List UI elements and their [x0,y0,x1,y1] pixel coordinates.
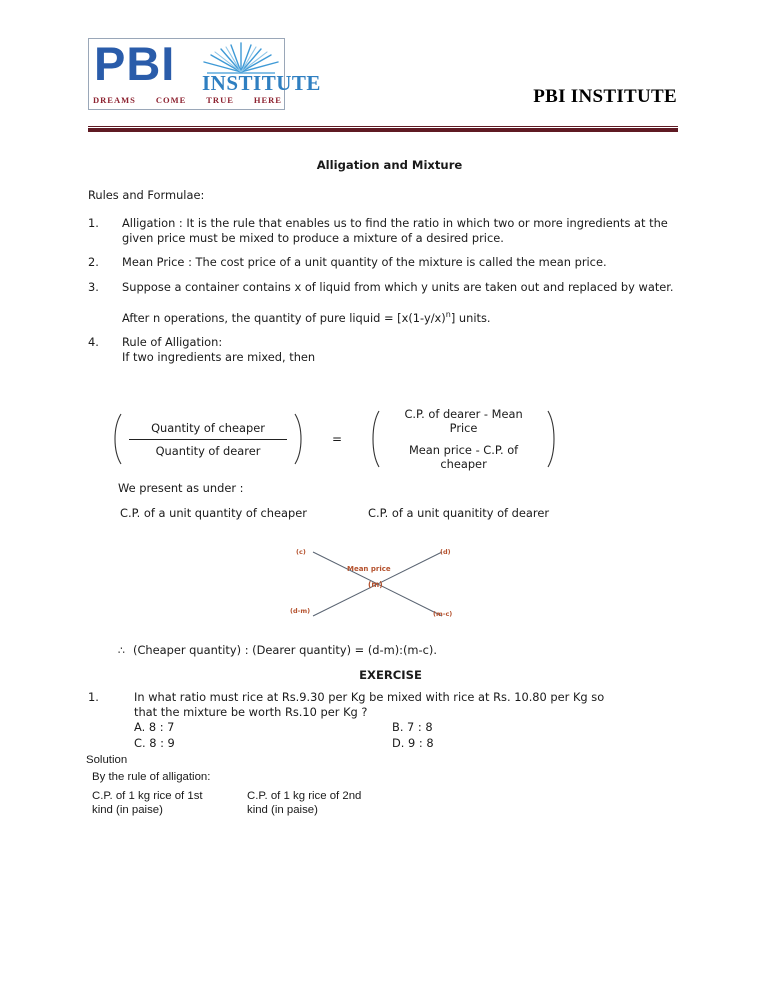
diagram-label-mean-price: Mean price [347,565,391,573]
rule-text: Rule of Alligation: [122,335,223,350]
answer-options [88,720,688,750]
logo-institute-text: INSTITUTE [202,71,321,95]
solution-columns [92,789,402,818]
right-paren-close-icon [546,410,559,468]
option-b[interactable]: B. 7 : 8 [392,720,433,734]
tagline-word-3: TRUE [206,95,234,105]
left-paren-open-icon [110,413,123,465]
rule-number: 2. [88,255,99,269]
page-title: Alligation and Mixture [316,158,463,172]
rule-item-2 [88,255,688,270]
rule-3-formula [88,308,688,325]
diagram-label-m-minus-c: (m-c) [433,610,453,618]
formula-prefix: After n operations, the quantity of pure liquid = [x(1-y/x) [122,310,446,325]
question-line-2: that the mixture be worth Rs.10 per Kg ? [134,704,368,719]
question-number: 1. [88,690,99,704]
option-row-2 [134,736,688,751]
formula-right-group [368,407,559,471]
fraction-bar [129,439,287,440]
column-2-line-2: kind (in paise) [247,804,318,816]
tagline-word-1: DREAMS [93,95,136,105]
cp-cheaper-label: C.P. of a unit quantity of cheaper [120,506,307,520]
rule-number: 4. [88,335,99,350]
formula-left-group [110,413,306,465]
solution-body [92,770,402,818]
rule-item-1 [88,216,688,245]
rule-text-secondary: If two ingredients are mixed, then [122,349,316,364]
solution-column-1 [92,789,247,818]
pbi-logo [88,37,321,110]
column-1-line-1: C.P. of 1 kg rice of 1st [92,789,203,802]
rule-number: 3. [88,279,99,294]
present-as-under-text: We present as under : [118,481,244,495]
rules-list [88,216,688,374]
therefore-icon: ∴ [118,644,125,657]
header-title: PBI INSTITUTE [533,86,677,107]
rules-label: Rules and Formulae: [88,188,205,202]
logo-tagline [93,95,282,105]
option-d[interactable]: D. 9 : 8 [392,735,434,750]
cp-dearer-label: C.P. of a unit quanitity of dearer [368,506,550,520]
option-a[interactable]: A. 8 : 7 [134,720,175,734]
left-denominator: Quantity of dearer [155,443,261,458]
right-fraction [381,407,546,471]
option-c[interactable]: C. 8 : 9 [134,735,175,750]
logo-brand-text: PBI [94,37,176,90]
diagram-label-m: (m) [368,580,383,589]
column-1-line-2: kind (in paise) [92,804,163,816]
page-header [0,0,765,140]
column-2-line-1: C.P. of 1 kg rice of 2nd [247,789,362,802]
conclusion-text: (Cheaper quantity) : (Dearer quantity) = (d-m):(m-c). [133,643,437,657]
solution-label: Solution [86,754,128,766]
rule-item-3 [88,280,688,326]
right-numerator: C.P. of dearer - Mean Price [404,407,523,435]
document-body [0,140,765,816]
rule-item-4 [88,335,688,364]
solution-rule-text: By the rule of alligation: [92,771,211,783]
diagram-label-c: (c) [296,548,306,556]
header-divider [88,126,678,132]
option-row-1 [134,720,688,735]
rule-number: 1. [88,216,99,230]
rule-text: Mean Price : The cost price of a unit quantity of the mixture is called the mean price. [122,255,607,269]
question-line-1: In what ratio must rice at Rs.9.30 per Kg be mixed with rice at Rs. 10.80 per Kg so [134,690,605,704]
exercise-question-1 [88,690,688,750]
diagram-label-d: (d) [440,548,451,556]
alligation-cross-diagram [285,540,470,625]
rule-text: Suppose a container contains x of liquid from which y units are taken out and replaced by water. [122,279,674,294]
right-denominator: Mean price - C.P. of cheaper [408,443,519,471]
tagline-word-4: HERE [253,95,282,105]
formula-exponent: n [445,310,451,319]
equals-sign: = [332,431,343,446]
alligation-formula [110,407,670,471]
left-fraction [123,413,293,465]
diagram-label-d-minus-m: (d-m) [290,607,311,615]
rule-text: Alligation : It is the rule that enables us to find the ratio in which two or more ingredients at the given price must be mixed to produce a mixture of a desired price. [122,216,668,245]
left-paren-close-icon [293,413,306,465]
right-paren-open-icon [368,410,381,468]
solution-column-2 [247,789,402,818]
left-numerator: Quantity of cheaper [151,420,265,435]
exercise-heading: EXERCISE [359,668,422,682]
conclusion-line [118,643,437,659]
tagline-word-2: COME [155,95,187,105]
formula-suffix: ] units. [450,310,491,325]
